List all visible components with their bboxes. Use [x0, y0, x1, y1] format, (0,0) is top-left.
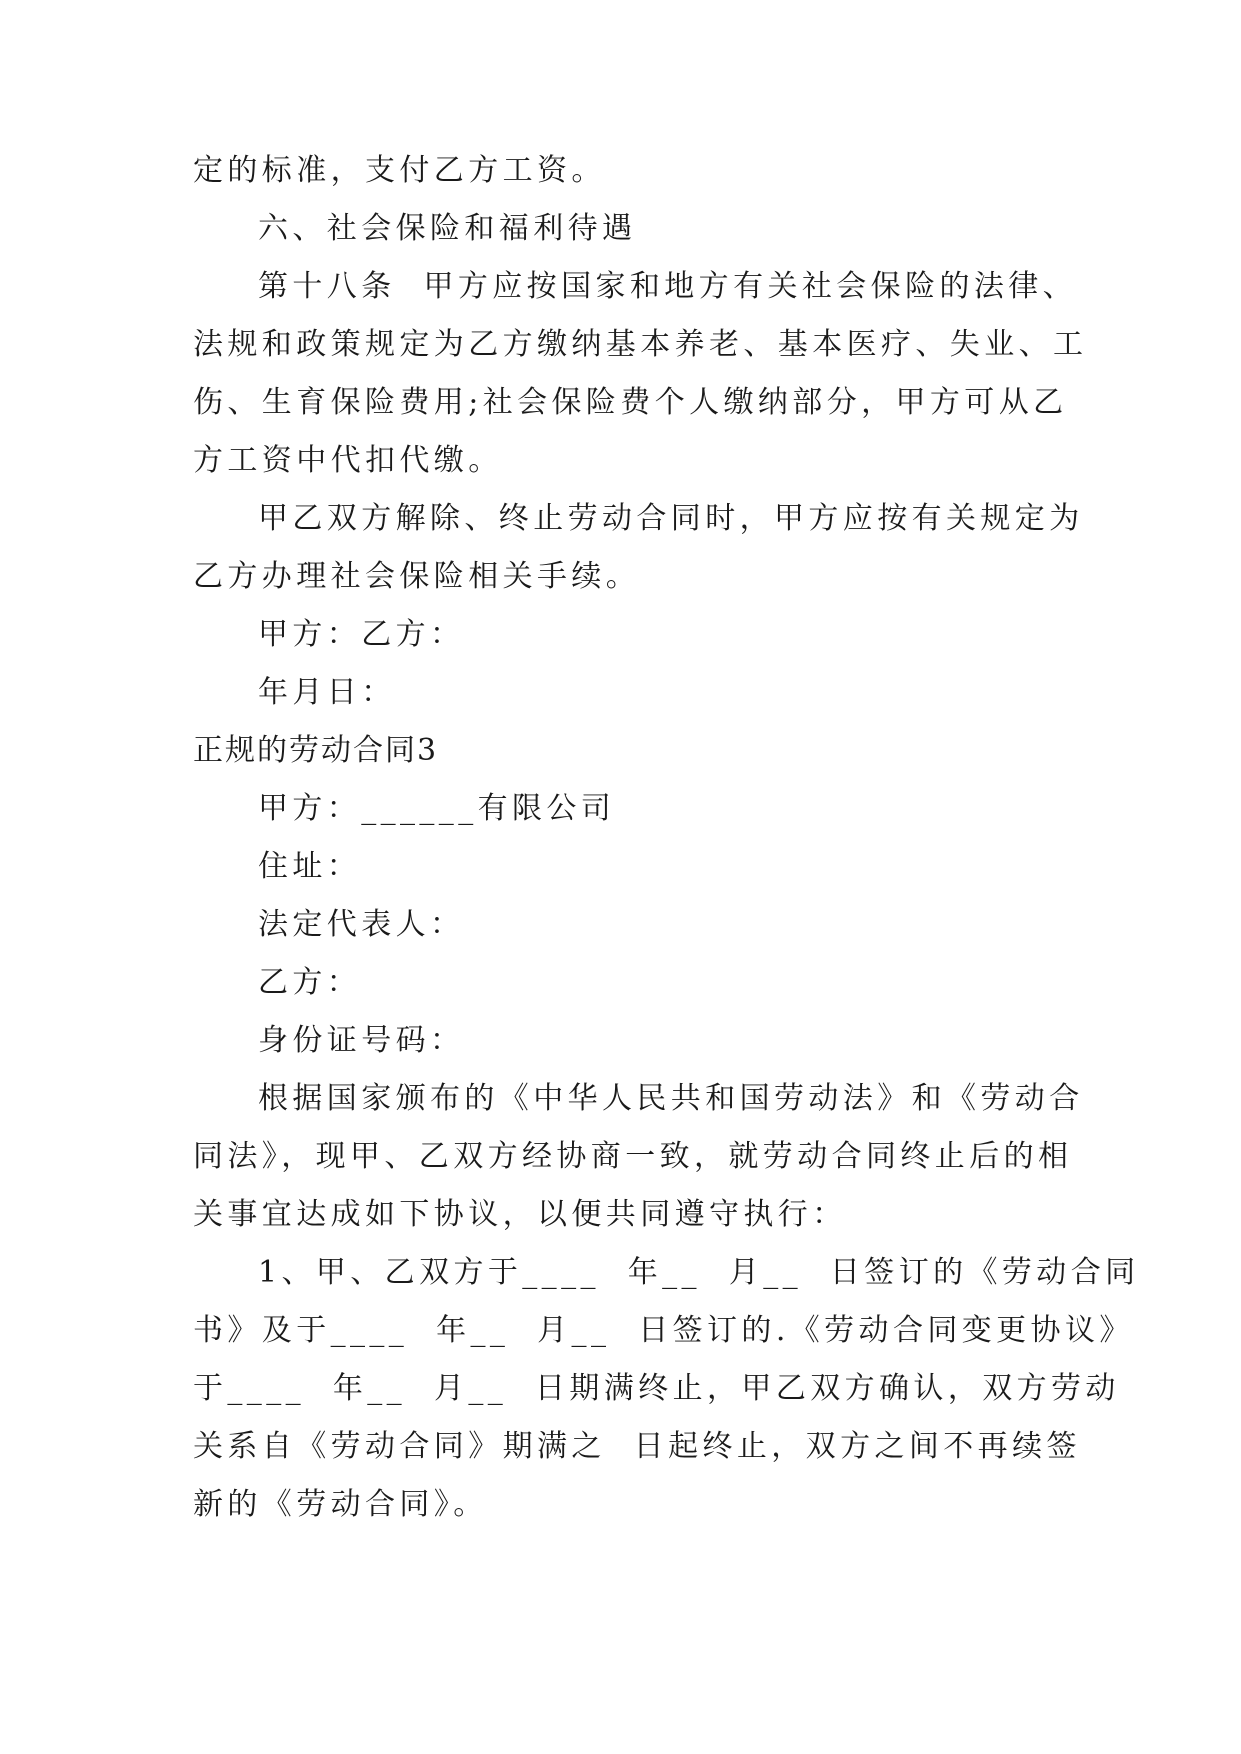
paragraph-first-line: 甲乙双方解除、终止劳动合同时，甲方应按有关规定为 [258, 501, 1084, 536]
body-text-line: 关事宜达成如下协议，以便共同遵守执行： [193, 1197, 847, 1232]
body-text-line: 乙方办理社会保险相关手续。 [193, 559, 641, 594]
body-text-line: 法规和政策规定为乙方缴纳基本养老、基本医疗、失业、工 [193, 327, 1088, 362]
body-text-line: 新的《劳动合同》。 [193, 1487, 488, 1522]
address-field: 住址： [258, 849, 362, 884]
document-title: 正规的劳动合同3 [193, 733, 439, 768]
body-text-line: 于____ 年__ 月__ 日期满终止，甲乙双方确认，双方劳动 [193, 1371, 1120, 1406]
id-number-field: 身份证号码： [258, 1023, 465, 1058]
body-text-line: 同法》，现甲、乙双方经协商一致，就劳动合同终止后的相 [193, 1139, 1073, 1174]
party-a-field: 甲方：______有限公司 [258, 791, 616, 826]
paragraph-first-line: 根据国家颁布的《中华人民共和国劳动法》和《劳动合 [258, 1081, 1084, 1116]
legal-representative-field: 法定代表人： [258, 907, 465, 942]
body-text-line: 方工资中代扣代缴。 [193, 443, 503, 478]
body-text-line: 关系自《劳动合同》期满之 日起终止，双方之间不再续签 [193, 1429, 1081, 1464]
signature-date: 年月日： [258, 675, 396, 710]
body-text-line: 书》及于____ 年__ 月__ 日签订的.《劳动合同变更协议》 [193, 1313, 1134, 1348]
party-b-field: 乙方： [258, 965, 362, 1000]
section-heading: 六、社会保险和福利待遇 [258, 211, 637, 246]
clause-1-first-line: 1、甲、乙双方于____ 年__ 月__ 日签订的《劳动合同 [258, 1255, 1140, 1290]
signature-parties: 甲方：乙方： [258, 617, 465, 652]
body-text-line: 定的标准，支付乙方工资。 [193, 153, 606, 188]
body-text-line: 伤、生育保险费用;社会保险费个人缴纳部分，甲方可从乙 [193, 385, 1068, 420]
article-18-first-line: 第十八条 甲方应按国家和地方有关社会保险的法律、 [258, 269, 1078, 304]
